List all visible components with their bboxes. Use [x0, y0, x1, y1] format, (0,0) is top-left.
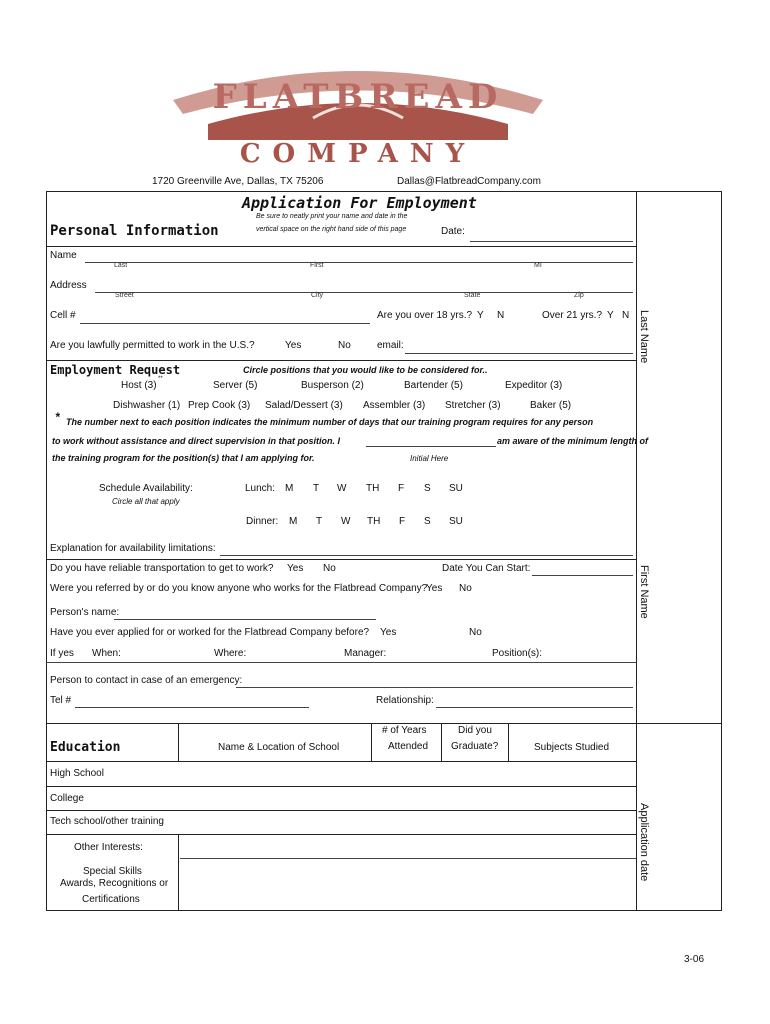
relationship-label: Relationship: [376, 695, 434, 706]
lunch-day-s[interactable]: S [424, 483, 431, 494]
position-salad-dessert[interactable]: Salad/Dessert (3) [265, 400, 343, 411]
training-note-line-1: The number next to each position indicates the minimum number of days that our training program requires for any person [66, 417, 594, 427]
schedule-availability-label: Schedule Availability: [99, 483, 193, 494]
emergency-contact-label: Person to contact in case of an emergency: [50, 675, 243, 686]
special-skills-label-2: Awards, Recognitions or [60, 878, 169, 889]
address-sub-city: City [311, 292, 324, 299]
host-footnote-mark: ** [158, 376, 163, 382]
dinner-day-th[interactable]: TH [367, 516, 381, 527]
revision-code: 3-06 [684, 954, 705, 965]
other-interests-field[interactable] [180, 858, 636, 859]
position-prep-cook[interactable]: Prep Cook (3) [188, 400, 251, 411]
work-permit-question: Are you lawfully permitted to work in the U.S.? [50, 340, 255, 351]
referral-question: Were you referred by or do you know anyone who works for the Flatbread Company? [50, 583, 428, 594]
position-server[interactable]: Server (5) [213, 380, 258, 391]
over-18-yes[interactable]: Y [477, 310, 484, 321]
circle-all-instruction: Circle all that apply [112, 497, 180, 506]
work-permit-no[interactable]: No [338, 340, 351, 351]
vertical-last-name-label: Last Name [638, 310, 650, 364]
transportation-yes[interactable]: Yes [287, 563, 304, 574]
positions-held-label: Position(s): [492, 648, 543, 659]
position-stretcher[interactable]: Stretcher (3) [445, 400, 501, 411]
over-21-question: Over 21 yrs.? [542, 310, 603, 321]
name-sub-first: First [310, 262, 324, 269]
date-can-start-label: Date You Can Start: [442, 563, 531, 574]
tel-label: Tel # [50, 695, 72, 706]
persons-name-label: Person's name: [50, 607, 120, 618]
vertical-application-date-label: Application date [638, 803, 650, 882]
initial-field[interactable] [366, 446, 496, 447]
training-note-line-2a: to work without assistance and direct supervision in that position. I [52, 436, 341, 446]
when-label: When: [92, 648, 121, 659]
flatbread-company-logo [163, 62, 553, 172]
dinner-day-m[interactable]: M [289, 516, 298, 527]
education-heading: Education [50, 740, 121, 755]
relationship-field[interactable] [436, 707, 633, 708]
lunch-day-f[interactable]: F [398, 483, 405, 494]
transportation-question: Do you have reliable transportation to get to work? [50, 563, 274, 574]
address-label: Address [50, 280, 87, 291]
dinner-day-w[interactable]: W [341, 516, 351, 527]
address-sub-zip: Zip [574, 292, 584, 299]
dinner-label: Dinner: [246, 516, 279, 527]
date-can-start-field[interactable] [532, 575, 633, 576]
name-field[interactable] [85, 262, 633, 263]
position-baker[interactable]: Baker (5) [530, 400, 572, 411]
position-host[interactable]: Host (3) [121, 380, 157, 391]
note-asterisk: * [55, 410, 60, 424]
store-email: Dallas@FlatbreadCompany.com [397, 176, 541, 187]
cell-label: Cell # [50, 310, 76, 321]
personal-information-heading: Personal Information [50, 223, 219, 239]
years-column-header-2: Attended [388, 741, 429, 752]
work-permit-yes[interactable]: Yes [285, 340, 302, 351]
school-column-header: Name & Location of School [218, 742, 340, 753]
vertical-first-name-label: First Name [638, 565, 650, 619]
referral-no[interactable]: No [459, 583, 472, 594]
lunch-day-t[interactable]: T [313, 483, 320, 494]
other-interests-label: Other Interests: [74, 842, 143, 853]
availability-explanation-label: Explanation for availability limitations: [50, 543, 216, 554]
email-label: email: [377, 340, 404, 351]
over-18-question: Are you over 18 yrs.? [377, 310, 473, 321]
special-skills-label-1: Special Skills [83, 866, 142, 877]
position-busperson[interactable]: Busperson (2) [301, 380, 364, 391]
name-label: Name [50, 250, 77, 261]
position-expeditor[interactable]: Expeditor (3) [505, 380, 563, 391]
lunch-label: Lunch: [245, 483, 276, 494]
manager-label: Manager: [344, 648, 387, 659]
over-21-no[interactable]: N [622, 310, 630, 321]
employment-request-heading: Employment Request [50, 363, 181, 377]
lunch-day-th[interactable]: TH [366, 483, 380, 494]
form-title: Application For Employment [242, 194, 477, 212]
years-column-header-1: # of Years [382, 725, 427, 736]
name-sub-mi: MI [534, 262, 542, 269]
persons-name-field[interactable] [114, 619, 376, 620]
dinner-day-f[interactable]: F [399, 516, 406, 527]
applied-before-no[interactable]: No [469, 627, 482, 638]
date-label: Date: [441, 226, 465, 237]
availability-explanation-field[interactable] [220, 555, 633, 556]
lunch-day-w[interactable]: W [337, 483, 347, 494]
lunch-day-su[interactable]: SU [449, 483, 463, 494]
graduate-column-header-1: Did you [458, 725, 492, 736]
education-row-college: College [50, 793, 84, 804]
logo-word-company: COMPANY [239, 139, 477, 169]
applied-before-question: Have you ever applied for or worked for the Flatbread Company before? [50, 627, 370, 638]
address-sub-street: Street [115, 292, 134, 299]
training-note-line-2b: am aware of the minimum length of [497, 436, 649, 446]
circle-positions-instruction: Circle positions that you would like to be considered for.. [243, 365, 488, 375]
position-bartender[interactable]: Bartender (5) [404, 380, 463, 391]
special-skills-label-3: Certifications [82, 894, 140, 905]
cell-field[interactable] [80, 323, 370, 324]
transportation-no[interactable]: No [323, 563, 336, 574]
over-21-yes[interactable]: Y [607, 310, 614, 321]
initial-here-label: Initial Here [410, 454, 449, 463]
emergency-contact-field[interactable] [236, 687, 633, 688]
name-sub-last: Last [114, 262, 128, 269]
address-field[interactable] [95, 292, 633, 293]
graduate-column-header-2: Graduate? [451, 741, 499, 752]
training-note-line-3: the training program for the position(s) that I am applying for. [52, 453, 315, 463]
address-sub-state: State [464, 292, 481, 299]
education-row-high-school: High School [50, 768, 104, 779]
print-instruction-1: Be sure to neatly print your name and date in the [256, 213, 408, 220]
dinner-day-t[interactable]: T [316, 516, 323, 527]
position-assembler[interactable]: Assembler (3) [363, 400, 426, 411]
lunch-day-m[interactable]: M [285, 483, 294, 494]
over-18-no[interactable]: N [497, 310, 505, 321]
if-yes-label: If yes [50, 648, 74, 659]
dinner-day-s[interactable]: S [424, 516, 431, 527]
print-instruction-2: vertical space on the right hand side of this page [256, 226, 407, 233]
applied-before-yes[interactable]: Yes [380, 627, 397, 638]
store-address: 1720 Greenville Ave, Dallas, TX 75206 [152, 176, 324, 187]
email-field[interactable] [405, 353, 633, 354]
dinner-day-su[interactable]: SU [449, 516, 463, 527]
referral-yes[interactable]: Yes [426, 583, 443, 594]
subjects-column-header: Subjects Studied [534, 742, 610, 753]
date-field[interactable] [470, 241, 633, 242]
position-dishwasher[interactable]: Dishwasher (1) [113, 400, 181, 411]
tel-field[interactable] [75, 707, 309, 708]
where-label: Where: [214, 648, 247, 659]
education-row-tech-school: Tech school/other training [50, 816, 164, 827]
logo-word-flatbread: FLATBREAD [212, 77, 504, 117]
